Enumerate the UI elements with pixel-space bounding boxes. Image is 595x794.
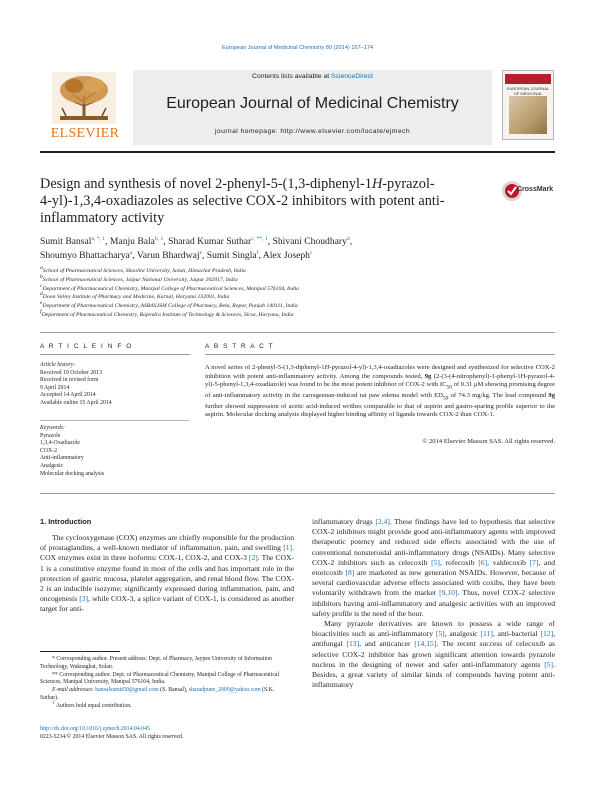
keywords-label: Keywords:: [40, 425, 65, 431]
journal-homepage-link[interactable]: journal homepage: http://www.elsevier.com/locate/ejmech: [214, 128, 411, 135]
sciencedirect-link[interactable]: ScienceDirect: [331, 73, 373, 80]
affiliation: $^e$Department of Pharmaceutical Chemistry, ASBASJSM College of Pharmacy, Bela, Ropar, Punjab 140111, India: [40, 300, 298, 310]
crossmark-label[interactable]: CrossMark: [517, 186, 554, 193]
reference-link[interactable]: [8]: [345, 568, 355, 578]
elsevier-tree-icon: [52, 72, 116, 124]
paragraph: Many pyrazole derivatives are known to possess a wide range of bioactivities such as anti-inflammatory [5], analgesic [11], anti-bacterial [12], antifungal [13], and anticancer [14,15]. The recent success of celecoxib as selective COX-2 inhibitor has grown significant attention towards pyrazole nucleus in the designing of newer and safer anti-inflammatory agents [5]. Besides, a great variety of similar kinds of compounds having potent anti-inflammatory: [312, 619, 556, 690]
reference-link[interactable]: [12]: [540, 629, 554, 639]
author-list: Sumit Bansal$^{a, *, 1}$, Manju Bala$^{b, 1}$, Sharad Kumar Suthar$^{c, **, 1}$, Shivani Choudhary$^d$, Shoumyo Bhattacharya$^a$, Varun Bhardwaj$^e$, Sumit Singla$^f$, Alex Joseph$^c$: [40, 235, 353, 261]
history-item: Received 19 October 2013: [40, 369, 102, 376]
divider: [40, 354, 190, 355]
doi-block: [40, 726, 294, 742]
reference-link[interactable]: [14,15]: [414, 639, 437, 649]
author[interactable]: Sharad Kumar Suthar$^{c, **, 1}$: [168, 235, 268, 247]
email-link[interactable]: bansalsumit50@gmail.com: [95, 687, 159, 694]
email-link[interactable]: sharadpune_2009@yahoo.com: [188, 687, 261, 694]
divider: [40, 332, 555, 333]
reference-link[interactable]: [5]: [431, 557, 440, 567]
author[interactable]: Sumit Singla$^f$: [206, 249, 259, 261]
reference-link[interactable]: [5]: [544, 659, 554, 669]
body-column-left: [40, 533, 294, 615]
affiliation-list: [40, 267, 520, 320]
history-label: Article history:: [40, 362, 76, 368]
reference-link[interactable]: [11]: [480, 629, 493, 639]
cover-banner: [505, 74, 551, 84]
footnote: * Corresponding author. Present address: Dept. of Pharmacy, Jaypee University of Information Technology, Waknaghat, Solan.: [40, 656, 272, 670]
footnote-divider: [40, 651, 120, 652]
reference-link[interactable]: [2,4]: [375, 517, 390, 526]
footnotes: [40, 656, 294, 711]
keyword: Pyrazole: [40, 432, 61, 439]
publisher-name: ELSEVIER: [50, 126, 120, 141]
affiliation: $^f$Department of Pharmaceutical Chemistry, Rajendra Institute of Technology & Sciences, Sirsa, Haryana, India: [40, 309, 294, 318]
section-heading-introduction: 1. Introduction: [40, 517, 92, 526]
cover-image: [509, 96, 547, 134]
author[interactable]: Shoumyo Bhattacharya$^a$: [40, 249, 133, 261]
contents-line: Contents lists available at ScienceDirect: [252, 73, 373, 80]
footnote: ** Corresponding author. Dept. of Pharmaceutical Chemistry, Manipal College of Pharmaceutical Sciences, Manipal University, Manipal 576104, India.: [40, 671, 280, 686]
author[interactable]: Sumit Bansal$^{a, *, 1}$: [40, 235, 106, 247]
journal-title: European Journal of Medicinal Chemistry: [166, 95, 459, 112]
author[interactable]: Manju Bala$^{b, 1}$: [109, 235, 164, 247]
article-info-heading: A R T I C L E I N F O: [40, 343, 133, 350]
author[interactable]: Alex Joseph$^c$: [262, 249, 313, 261]
reference-link[interactable]: [2]: [248, 553, 258, 563]
doi-link[interactable]: http://dx.doi.org/10.1016/j.ejmech.2014.04.045: [40, 726, 150, 732]
reference-link[interactable]: [13]: [346, 639, 360, 649]
reference-link[interactable]: [3]: [79, 594, 89, 604]
divider: [205, 354, 555, 355]
reference-link[interactable]: [7]: [529, 557, 539, 567]
footnote-emails: E-mail addresses: bansalsumit50@gmail.com (S. Bansal), sharadpune_2009@yahoo.com (S.K. Suthar).: [40, 687, 275, 701]
article-title: Design and synthesis of novel 2-phenyl-5-(1,3-diphenyl-1H-pyrazol- 4-yl)-1,3,4-oxadiazoles as selective COX-2 inhibitors with potent anti- inflammatory activity: [40, 176, 445, 227]
keyword: Anti-inflammatory: [40, 455, 84, 462]
author[interactable]: Varun Bhardwaj$^e$: [136, 249, 202, 261]
affiliation: $^b$School of Pharmaceutical Sciences, Jaipur National University, Jaipur 302017, India: [40, 273, 238, 283]
affiliation: $^a$School of Pharmaceutical Sciences, Shoolini University, Solan, Himachal Pradesh, India: [40, 265, 246, 274]
keyword: 1,3,4-Oxadiazole: [40, 440, 80, 447]
keyword: Analgesic: [40, 462, 64, 469]
reference-link[interactable]: [6]: [478, 557, 488, 567]
article-history: [40, 362, 190, 408]
affiliation: $^c$Department of Pharmaceutical Chemistry, Manipal College of Pharmaceutical Sciences, Manipal 576104, India: [40, 282, 300, 292]
keyword-list: [40, 425, 190, 478]
journal-reference-link[interactable]: European Journal of Medicinal Chemistry 80 (2014) 167–174: [221, 45, 374, 51]
header-divider: [40, 151, 555, 153]
keyword: Molecular docking analysis: [40, 470, 105, 477]
affiliation: $^d$Doon Valley Institute of Pharmacy and Medicine, Karnal, Haryana 132001, India: [40, 291, 230, 301]
abstract-body: A novel series of 2-phenyl-5-(1,3-diphenyl-1H-pyrazol-4-yl)-1,3,4-oxadiazoles were designed and synthesized for selective COX-2 inhibition with potent anti-inflammatory activity. Among the compounds tested, 9g (2-(3-(4-nitrophenyl)-1-phenyl-1H-pyrazol-4-yl)-5-phenyl-1,3,4-oxadiazole) was found to be the most potent inhibitor of COX-2 with $IC_{50}$ of 0.31 μM showing promising degree of anti-inflammatory activity in the carrageenan-induced rat paw edema model with $ED_{50}$ of 74.3 mg/kg. The lead compound 9g further showed suppression of acetic acid-induced writhes comparable to that of aspirin and gastro-sparing profile superior to the aspirin. Molecular docking analysis displayed higher binding affinity of ligands towards COX-2 than COX-1.: [205, 364, 556, 419]
history-item: 9 April 2014: [40, 384, 70, 391]
divider: [40, 420, 190, 421]
footnote: $^1$ Authors hold equal contribution.: [52, 699, 132, 709]
reference-link[interactable]: [1]: [283, 543, 293, 553]
keyword: COX-2: [40, 447, 58, 454]
paragraph: inflammatory drugs [2,4]. These findings have led to hypothesis that selective COX-2 inhibitors might provide good anti-inflammatory agents with improved therapeutic potency and reduced side effects associated with the use of conventional nonsteroidal anti-inflammatory drugs (NSAIDs). Many selective COX-2 inhibitors such as celecoxib [5], rofecoxib [6], valdecoxib [7], and etoricoxib [8] are marketed as new generation NSAIDs. However, because of several cardiovascular adverse effects associated with coxibs, they have been voluntarily withdrawn from the market [9,10]. Thus, novel COX-2 selective inhibitors having anti-inflammatory and analgesic activities with an improved safety profile is the need of the hour.: [312, 517, 556, 618]
history-item: Available online 15 April 2014: [40, 399, 112, 406]
cover-title: EUROPEAN JOURNAL OF MEDICINAL: [506, 86, 550, 96]
reference-link[interactable]: [9,10]: [439, 588, 458, 598]
copyright-notice: © 2014 Elsevier Masson SAS. All rights reserved.: [422, 438, 555, 445]
abstract-heading: A B S T R A C T: [205, 343, 275, 350]
paragraph: The cyclooxygenase (COX) enzymes are chiefly responsible for the production of prostaglandins, a well-known mediator of inflammation, pain, and swelling [1]. COX enzymes exist in three isoforms: COX-1, COX-2, and COX-3 [2]. The COX-1 is a constitutive enzyme found in most of the cells and has important role in the protection of gastric mucosa, platelet aggregation, and renal blood flow. The COX-2 is an inducible isozyme; significantly expressed during inflammation, pain, and oncogenesis [3], while COX-3, a splice variant of COX-1, is considered as another target for anti-: [40, 533, 294, 614]
issn-line: 0223-5234/© 2014 Elsevier Masson SAS. All rights reserved.: [40, 733, 184, 740]
history-item: Accepted 14 April 2014: [40, 392, 96, 399]
history-item: Received in revised form: [40, 377, 99, 384]
reference-link[interactable]: [5]: [435, 629, 445, 639]
body-column-right: [312, 517, 555, 690]
author[interactable]: Shivani Choudhary$^d$: [272, 235, 350, 247]
divider: [40, 493, 555, 494]
